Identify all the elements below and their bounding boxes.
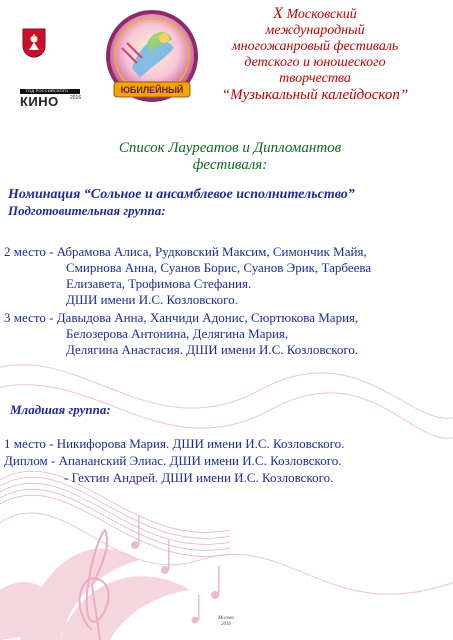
festival-title: X Московский международный многожанровый фестиваль детского и юношеского творчества “Музыкальный калейдоскоп” (190, 6, 440, 103)
festival-name: “Музыкальный калейдоскоп” (221, 87, 409, 103)
laureates-heading: Список Лауреатов и Дипломантов фестиваля: (118, 140, 342, 173)
footer-city-year: Москва 2016 (218, 616, 234, 627)
junior-entry-3: - Гехтин Андрей. ДШИ имени И.С. Козловского. (64, 470, 334, 485)
place-entry-3: 3 место - Давыдова Анна, Ханчиди Адонис, Сюртюкова Мария, Белозерова Антонина, Делягина Мария, Делягина Анастасия. ДШИ имени И.С. Козловского. (4, 310, 359, 357)
festival-number: X (273, 5, 283, 22)
nomination-title: Номинация “Сольное и ансамблевое исполнительство” (8, 187, 355, 202)
place-label: 3 место - (4, 310, 57, 325)
kino-year: 2016 (70, 95, 82, 101)
kino-2016-logo: ГОД РОССИЙСКОГО КИНО 2016 (20, 88, 82, 109)
place-entry-2: 2 место - Абрамова Алиса, Рудковский Максим, Симончик Майя, Смирнова Анна, Суанов Борис, Суанов Эрик, Тарбеева Елизавета, Трофимова Стефания. ДШИ имени И.С. Козловского. (4, 244, 372, 307)
junior-entry-1: 1 место - Никифорова Мария. ДШИ имени И.С. Козловского. (4, 436, 345, 451)
junior-entry-diploma: Диплом - Апананский Элиас. ДШИ имени И.С. Козловского. (4, 453, 342, 468)
place-label: 1 место - (4, 436, 57, 451)
festival-badge-text: ЮБИЛЕЙНЫЙ (120, 85, 184, 95)
junior-group-heading: Младшая группа: (10, 402, 111, 417)
prep-group-heading: Подготовительная группа: (8, 203, 166, 218)
place-label: 2 место - (4, 244, 57, 259)
place-label: Диплом - (4, 453, 59, 468)
place-label: - (64, 470, 72, 485)
moscow-coat-of-arms-icon (22, 28, 46, 58)
nomination-block (8, 187, 448, 218)
kino-word: КИНО (20, 94, 59, 109)
